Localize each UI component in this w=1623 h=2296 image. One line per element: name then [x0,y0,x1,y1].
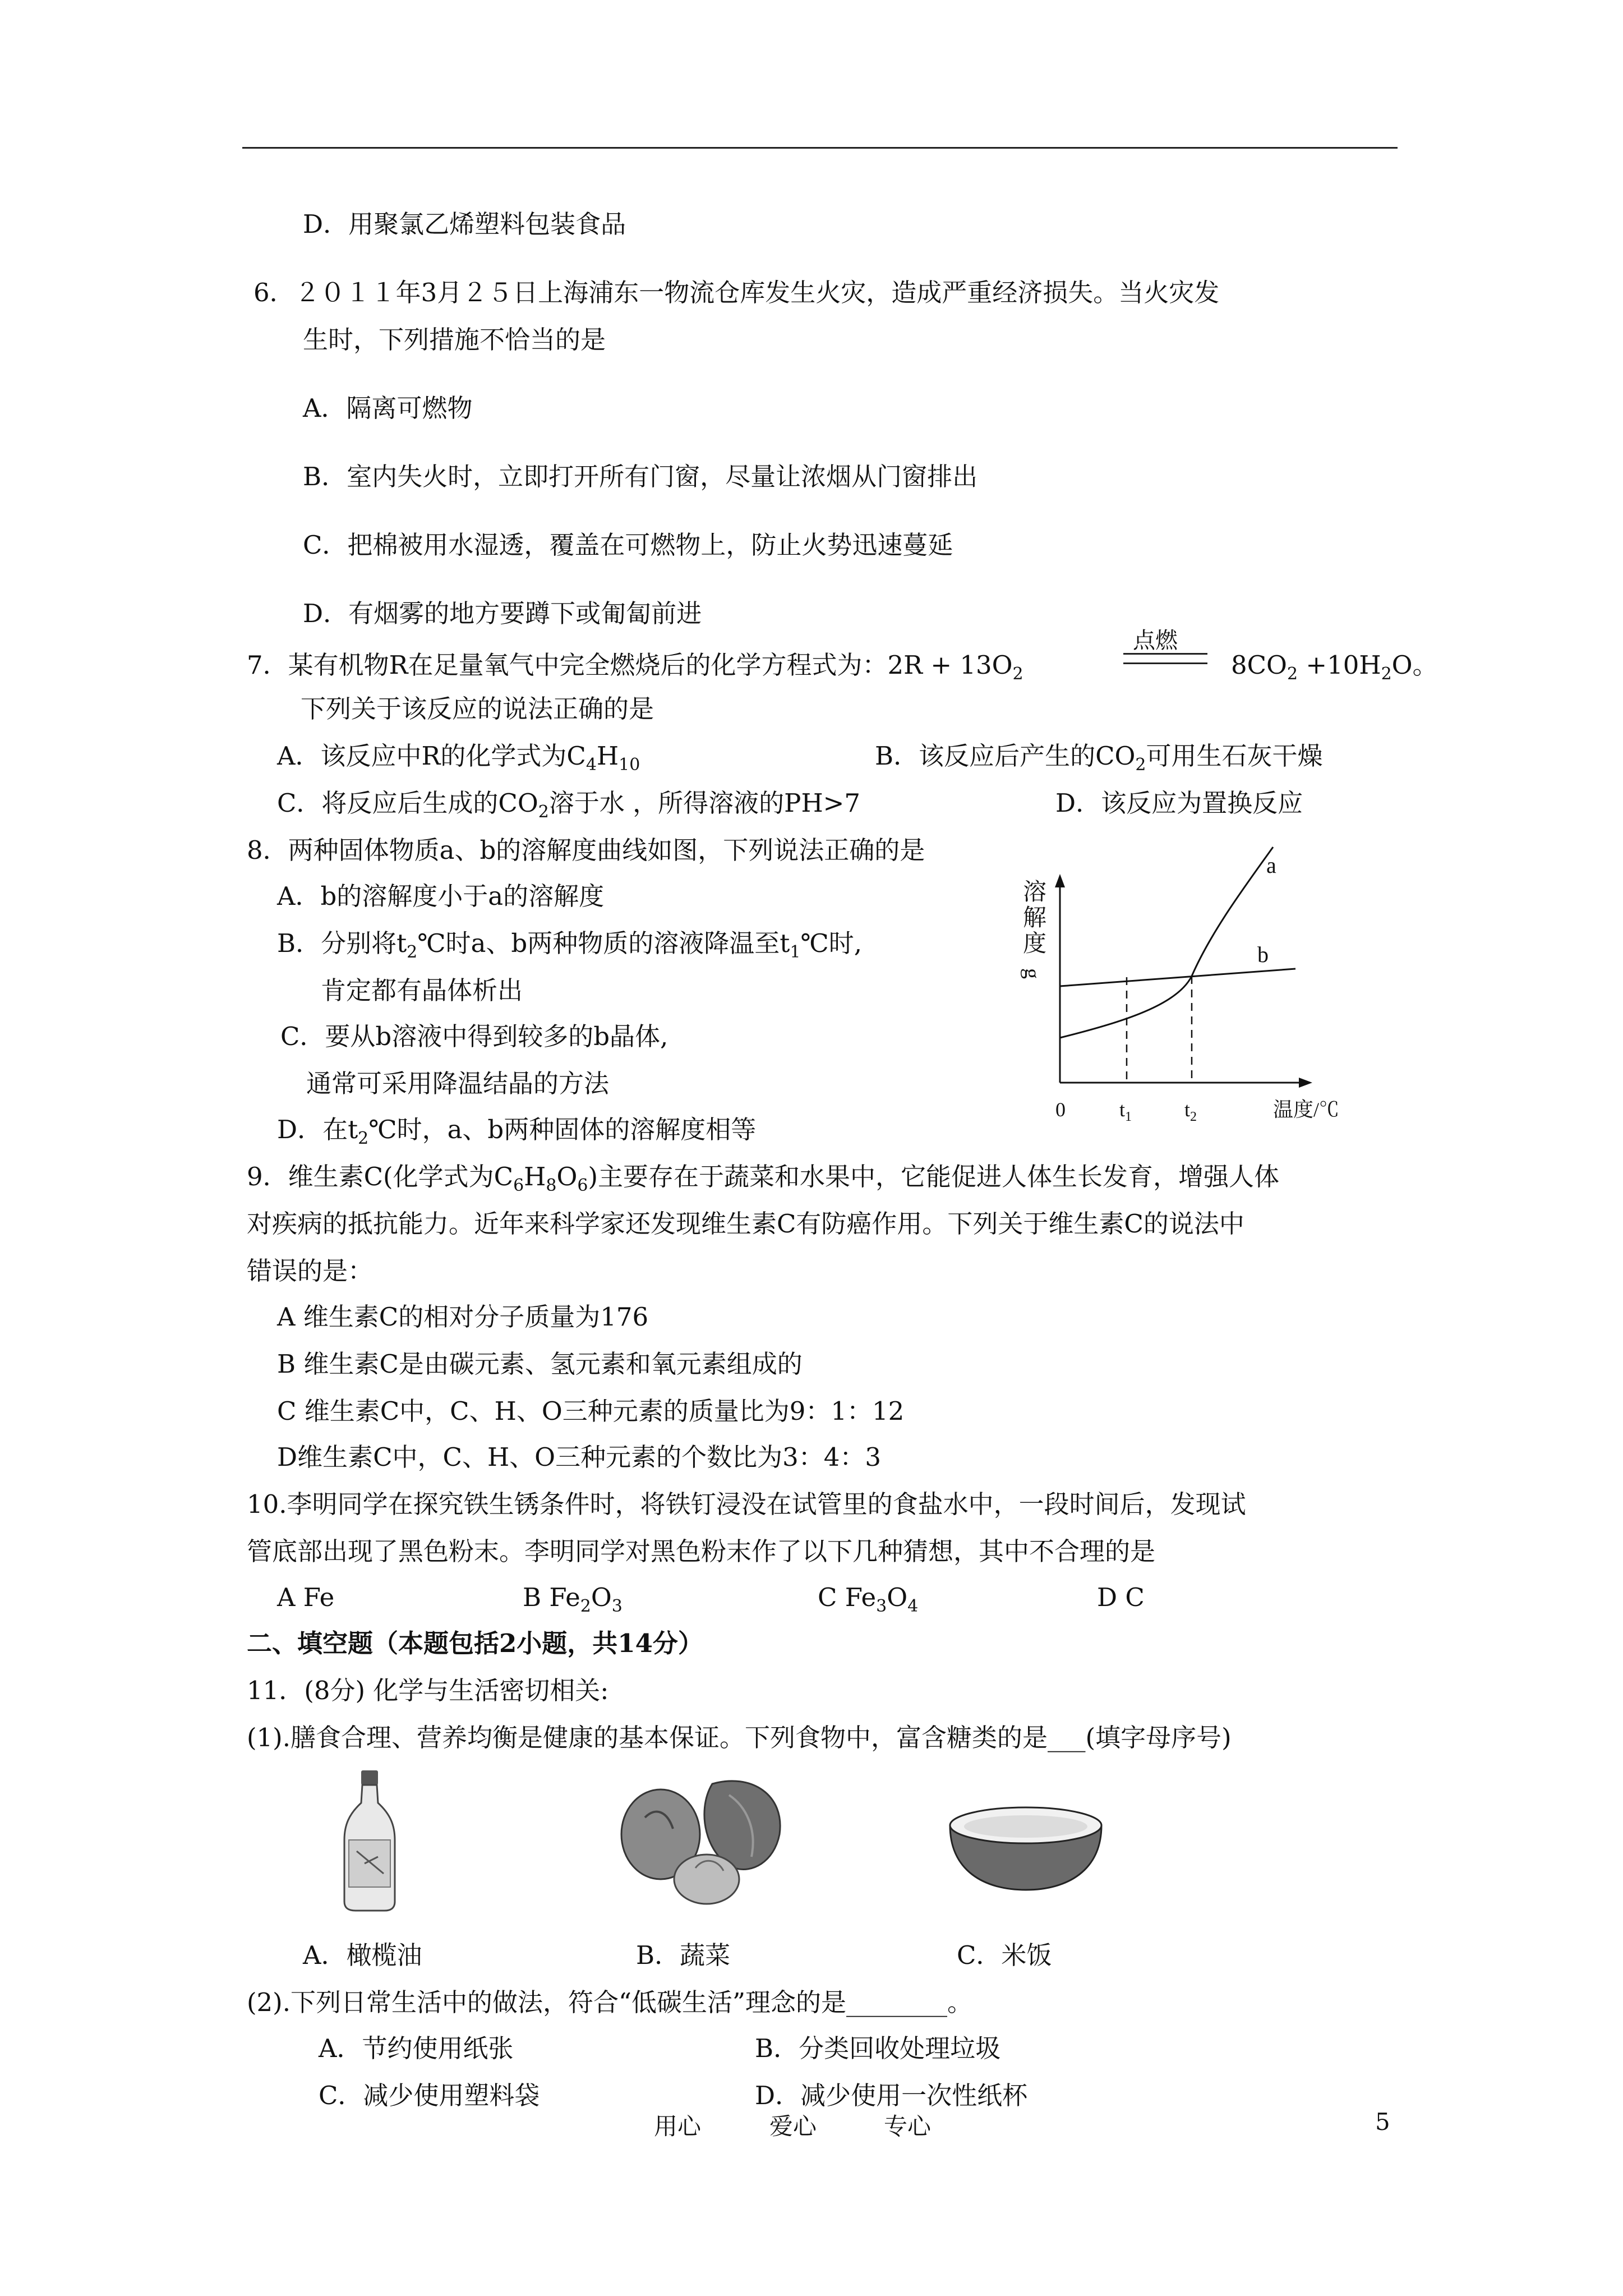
t1-label: $t_1$ [1119,1098,1132,1124]
curve-a [1060,847,1273,1038]
q8-option-b-line1: B．分别将$t_2℃$时a、b两种物质的溶液降温至$t_1℃$时, [277,928,863,962]
y-unit: g [1020,968,1044,979]
q10-option-c: C $Fe_3O_4$ [818,1582,919,1616]
header-rule [242,147,1398,149]
q9-stem-line3: 错误的是： [247,1256,374,1286]
x-axis-label: 温度/℃ [1273,1098,1340,1121]
q7-option-b: B．该反应后产生的$CO_2$可用生石灰干燥 [875,741,1323,775]
q11-stem: 11．(8分) 化学与生活密切相关: [247,1676,609,1705]
q7-reaction-condition: 点燃 [1133,628,1178,654]
footer-motto-3: 专心 [884,2113,932,2140]
q10-option-a: A Fe [277,1582,335,1612]
q8-option-c-line2: 通常可采用降温结晶的方法 [306,1069,610,1098]
q11-part1: (1).膳食合理、营养均衡是健康的基本保证。下列食物中，富含糖类的是___(填字母序号) [247,1723,1232,1752]
q6-option-a: A．隔离可燃物 [303,393,473,423]
food-label-a: A．橄榄油 [303,1940,422,1970]
q10-stem-line2: 管底部出现了黑色粉末。李明同学对黑色粉末作了以下几种猜想，其中不合理的是 [247,1536,1156,1566]
q11-option-a: A．节约使用纸张 [319,2033,514,2063]
rice-bowl-image [944,1803,1107,1893]
q11-option-d: D．减少使用一次性纸杯 [755,2081,1028,2110]
q9-option-d: D维生素C中，C、H、O三种元素的个数比为3：4：3 [277,1442,881,1472]
q7-option-d: D．该反应为置换反应 [1055,788,1303,818]
q6-option-c: C．把棉被用水湿透，覆盖在可燃物上，防止火势迅速蔓延 [303,530,953,560]
y-label-char-2: 解 [1023,905,1047,931]
y-label-char-1: 溶 [1023,880,1047,905]
curve-b-label: b [1257,942,1269,967]
page-number: 5 [1375,2108,1390,2136]
y-axis-arrow [1055,874,1065,887]
footer-motto-2: 爱心 [769,2113,817,2140]
solubility-curve-graph [1004,836,1396,1150]
curve-b [1060,969,1295,986]
q9-stem-line2: 对疾病的抵抗能力。近年来科学家还发现维生素C有防癌作用。下列关于维生素C的说法中 [247,1209,1244,1239]
q9-option-c: C 维生素C中，C、H、O三种元素的质量比为9：1：12 [277,1396,905,1426]
q10-option-b: B $Fe_2O_3$ [523,1582,623,1616]
vegetables-image [611,1773,796,1907]
q7-equals-sign [1123,653,1207,664]
q6-stem-line1: 6．２０１１年3月２５日上海浦东一物流仓库发生火灾，造成严重经济损失。当火灾发 [253,278,1220,307]
olive-oil-bottle-image [336,1767,404,1913]
q10-stem-line1: 10.李明同学在探究铁生锈条件时，将铁钉浸没在试管里的食盐水中，一段时间后，发现试 [247,1489,1246,1519]
q6-option-d: D．有烟雾的地方要蹲下或匍匐前进 [303,599,702,628]
q11-option-b: B．分类回收处理垃圾 [755,2033,1001,2063]
x-axis-arrow [1299,1078,1312,1088]
q6-option-b: B．室内失火时，立即打开所有门窗，尽量让浓烟从门窗排出 [303,462,978,491]
q11-option-c: C．减少使用塑料袋 [319,2081,540,2110]
origin-label: 0 [1055,1098,1066,1121]
q8-option-a: A．b的溶解度小于a的溶解度 [277,881,605,911]
q8-option-d: D．在$t_2℃$时，a、b两种固体的溶解度相等 [277,1115,757,1148]
q10-option-d: D C [1097,1582,1145,1612]
footer-motto-1: 用心 [654,2113,702,2140]
t2-label: $t_2$ [1184,1098,1197,1124]
q7-stem-line1: 7．某有机物R在足量氧气中完全燃烧后的化学方程式为：$2R + 13O_2$ [247,650,1023,684]
q9-option-a: A 维生素C的相对分子质量为176 [277,1302,649,1332]
q8-option-c-line1: C．要从b溶液中得到较多的b晶体, [280,1022,668,1051]
q7-stem-line2: 下列关于该反应的说法正确的是 [301,694,654,724]
q7-option-c: C．将反应后生成的$CO_2$溶于水 ，所得溶液的PH>7 [277,788,861,822]
q7-option-a: A．该反应中R的化学式为$C_4H_{10}$ [277,741,640,775]
food-label-b: B．蔬菜 [636,1940,731,1970]
q11-part2: (2).下列日常生活中的做法，符合“低碳生活”理念的是________。 [247,1987,973,2017]
y-label-char-3: 度 [1023,931,1047,957]
section2-title: 二、填空题（本题包括2小题，共14分） [247,1628,703,1658]
curve-a-label: a [1266,853,1276,878]
q9-option-b: B 维生素C是由碳元素、氢元素和氧元素组成的 [277,1349,803,1379]
q8-option-b-line2: 肯定都有晶体析出 [321,976,523,1005]
q9-stem-line1: 9．维生素C(化学式为$C_6H_8O_6$)主要存在于蔬菜和水果中，它能促进人体生长发育，增强人体 [247,1162,1280,1195]
q8-stem: 8．两种固体物质a、b的溶解度曲线如图，下列说法正确的是 [247,835,925,865]
q7-products: $8CO_2 +10H_2O$。 [1231,650,1438,684]
q6-stem-line2: 生时，下列措施不恰当的是 [303,325,606,355]
food-label-c: C．米饭 [957,1940,1052,1970]
q5-option-d: D．用聚氯乙烯塑料包装食品 [303,209,626,239]
